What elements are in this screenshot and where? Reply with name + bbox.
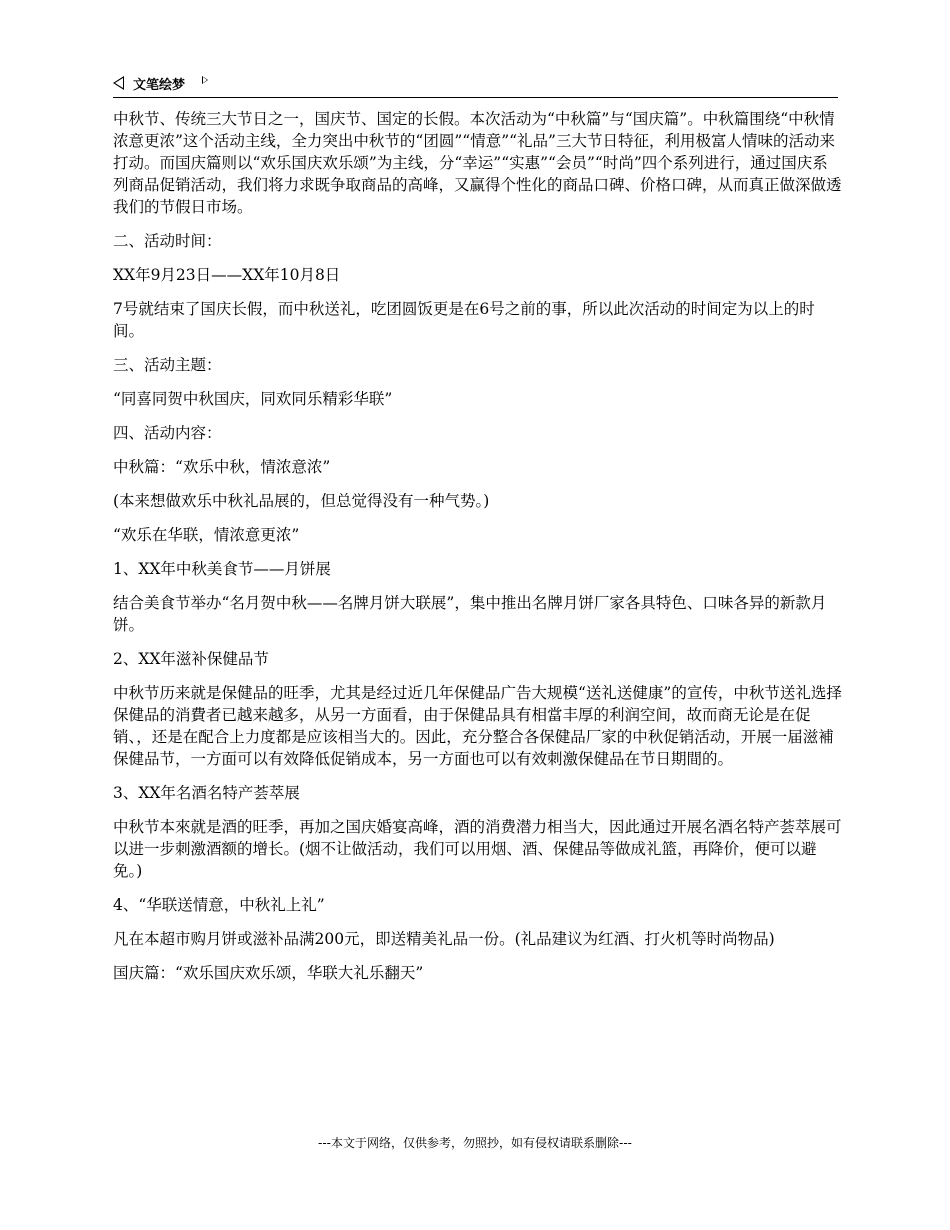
paragraph: 中秋节历来就是保健品的旺季，尤其是经过近几年保健品广告大规模“送礼送健康”的宣传，中秋节送礼选择保健品的消費者已越来越多，从另一方面看，由于保健品具有相當丰厚的利润空间，故而商无论是在促销、，还是在配合上力度都是应该相当大的。因此，充分整合各保健品厂家的中秋促销活动，开展一届滋補保健品节，一方面可以有效降低促销成本，另一方面也可以有效刺激保健品在节日期間的。 (113, 684, 842, 768)
paragraph: 4、“华联送情意，中秋礼上礼” (113, 896, 325, 914)
paragraph: 凡在本超市购月饼或滋补品满200元，即送精美礼品一份。(礼品建议为红酒、打火机等时尚物品) (113, 930, 775, 948)
paragraph: 国庆篇：“欢乐国庆欢乐颂，华联大礼乐翻天” (113, 964, 424, 982)
left-triangle-icon (113, 76, 124, 90)
paragraph: 1、XX年中秋美食节——月饼展 (113, 560, 331, 578)
right-triangle-icon (202, 76, 208, 84)
paragraph: 7号就结束了国庆长假，而中秋送礼，吃团圆饭更是在6号之前的事，所以此次活动的时间定为以上的时间。 (113, 300, 815, 340)
paragraph: 四、活动内容： (113, 424, 222, 442)
paragraph: 3、XX年名酒名特产荟萃展 (113, 784, 300, 802)
paragraph: 2、XX年滋补保健品节 (113, 650, 269, 668)
paragraph: (本来想做欢乐中秋礼品展的，但总觉得没有一种气势。) (113, 492, 490, 510)
paragraph: XX年9月23日——XX年10月8日 (113, 266, 341, 284)
header-brand: 文笔绘梦 (133, 78, 186, 93)
page-footer: ---本文于网络，仅供参考，勿照抄，如有侵权请联系删除--- (318, 1136, 632, 1150)
paragraph: 中秋节、传统三大节日之一，国庆节、国定的长假。本次活动为“中秋篇”与“国庆篇”。中秋篇围绕“中秋情浓意更浓”这个活动主线，全力突出中秋节的“团圆”“情意”“礼品”三大节日特征，利用极富人情味的活动来打动。而国庆篇则以“欢乐国庆欢乐颂”为主线，分“幸运”“实惠”“会员”“时尚”四个系列进行，通过国庆系列商品促销活动，我们将力求既争取商品的高峰，又赢得个性化的商品口碑、价格口碑，从而真正做深做透我们的节假日市场。 (113, 110, 842, 216)
paragraph: “同喜同贺中秋国庆，同欢同乐精彩华联” (113, 390, 393, 408)
paragraph: 三、活动主题： (113, 356, 222, 374)
paragraph: 结合美食节举办“名月贺中秋——名牌月饼大联展”，集中推出名牌月饼厂家各具特色、口味各异的新款月饼。 (113, 594, 827, 634)
paragraph: 二、活动时间： (113, 232, 222, 250)
paragraph: “欢乐在华联，情浓意更浓” (113, 526, 300, 544)
page-header (113, 71, 838, 98)
paragraph: 中秋节本來就是酒的旺季，再加之国庆婚宴高峰，酒的消费潜力相当大，因此通过开展名酒名特产荟萃展可以进一步刺激酒额的增长。(烟不让做活动，我们可以用烟、酒、保健品等做成礼篮，再降价，便可以避免。) (113, 818, 842, 880)
paragraph: 中秋篇：“欢乐中秋，情浓意浓” (113, 458, 331, 476)
document-body (113, 108, 843, 996)
